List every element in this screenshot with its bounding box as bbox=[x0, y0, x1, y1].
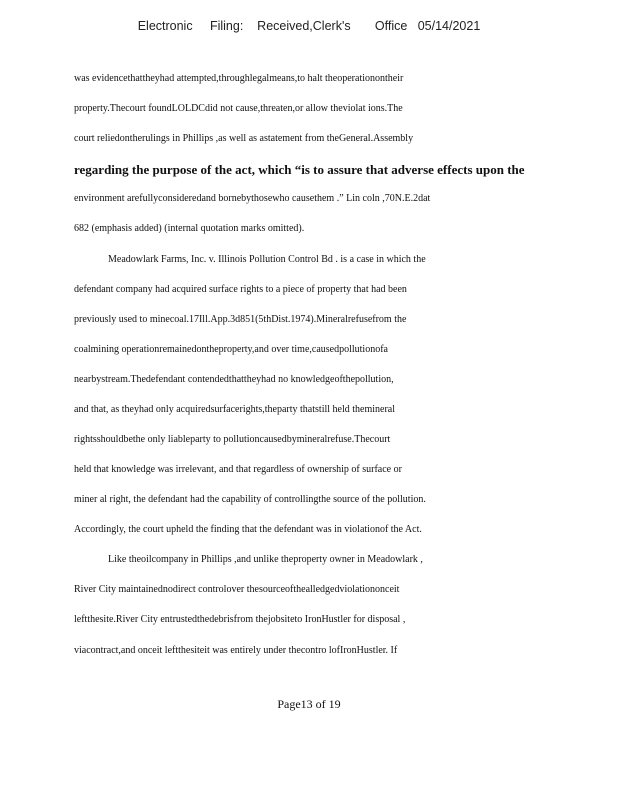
body-line: 682 (emphasis added) (internal quotation marks omitted). bbox=[74, 223, 305, 234]
body-line: property.Thecourt foundLOLDCdid not cause,threaten,or allow theviolat ions.The bbox=[74, 103, 403, 114]
paragraph-start-line: Meadowlark Farms, Inc. v. Illinois Pollution Control Bd . is a case in which the bbox=[108, 254, 426, 265]
body-line: miner al right, the defendant had the capability of controllingthe source of the pollution. bbox=[74, 494, 426, 505]
body-line: environment arefullyconsideredand bornebythosewho causethem .” Lin coln ,70N.E.2dat bbox=[74, 193, 431, 204]
page-number: Page13 of 19 bbox=[277, 697, 341, 711]
body-line: rightsshouldbethe only liableparty to pollutioncausedbymineralrefuse.Thecourt bbox=[74, 434, 391, 445]
body-line: court reliedontherulings in Phillips ,as well as astatement from theGeneral.Assembly bbox=[74, 133, 414, 144]
body-line: River City maintainednodirect controlover thesourceofthealledgedviolationonceit bbox=[74, 584, 400, 595]
body-line: leftthesite.River City entrustedthedebrisfrom thejobsiteto IronHustler for disposal , bbox=[74, 614, 406, 625]
body-line: was evidencethattheyhad attempted,throughlegalmeans,to halt theoperationontheir bbox=[74, 73, 404, 84]
body-line: viacontract,and onceit leftthesiteit was entirely under thecontro lofIronHustler. If bbox=[74, 645, 398, 656]
body-line: coalmining operationremainedontheproperty,and over time,causedpollutionofa bbox=[74, 344, 388, 355]
body-line: and that, as theyhad only acquiredsurfacerights,theparty thatstill held themineral bbox=[74, 404, 396, 415]
body-line: defendant company had acquired surface rights to a piece of property that had been bbox=[74, 284, 407, 295]
paragraph-start-line: Like theoilcompany in Phillips ,and unlike theproperty owner in Meadowlark , bbox=[108, 554, 423, 565]
body-line: previously used to minecoal.17Ill.App.3d851(5thDist.1974).Mineralrefusefrom the bbox=[74, 314, 407, 325]
filing-header: Electronic Filing: Received,Clerk's Office 05/14/2021 bbox=[137, 19, 481, 33]
body-line: held that knowledge was irrelevant, and that regardless of ownership of surface or bbox=[74, 464, 402, 475]
body-line: Accordingly, the court upheld the finding that the defendant was in violationof the Act. bbox=[74, 524, 422, 535]
body-line-emphasis: regarding the purpose of the act, which “is to assure that adverse effects upon the bbox=[74, 162, 525, 177]
body-line: nearbystream.Thedefendant contendedthattheyhad no knowledgeofthepollution, bbox=[74, 374, 394, 385]
